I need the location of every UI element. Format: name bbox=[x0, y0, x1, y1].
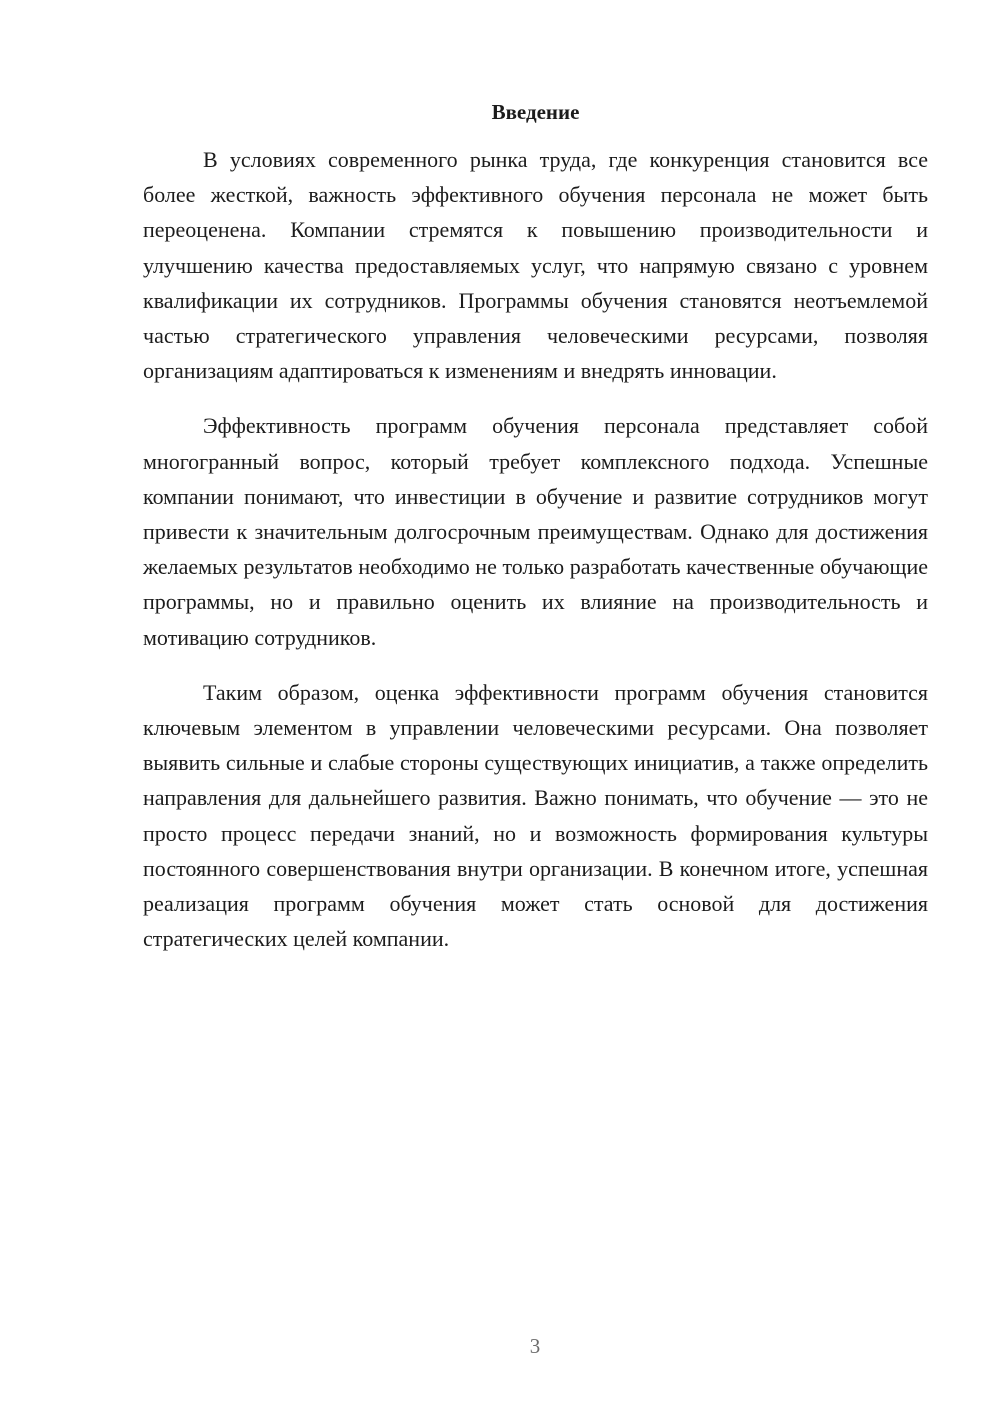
paragraph-1: В условиях современного рынка труда, где конкуренция становится все более жесткой, важность эффективного обучения персонала не может быть переоценена. Компании стремятся к повышению производительности и улучшению качества предоставляемых услуг, что напрямую связано с уровнем квалификации их сотрудников. Программы обучения становятся неотъемлемой частью стратегического управления человеческими ресурсами, позволяя организациям адаптироваться к изменениям и внедрять инновации. bbox=[143, 147, 928, 384]
paragraph-2: Эффективность программ обучения персонала представляет собой многогранный вопрос, который требует комплексного подхода. Успешные компании понимают, что инвестиции в обучение и развитие сотрудников могут привести к значительным долгосрочным преимуществам. Однако для достижения желаемых результатов необходимо не только разработать качественные обучающие программы, но и правильно оценить их влияние на производительность и мотивацию сотрудников. bbox=[143, 413, 928, 650]
paragraph-3: Таким образом, оценка эффективности программ обучения становится ключевым элементом в управлении человеческими ресурсами. Она позволяет выявить сильные и слабые стороны существующих инициатив, а также определить направления для дальнейшего развития. Важно понимать, что обучение — это не просто процесс передачи знаний, но и возможность формирования культуры постоянного совершенствования внутри организации. В конечном итоге, успешная реализация программ обучения может стать основой для достижения стратегических целей компании. bbox=[143, 679, 928, 952]
body-text bbox=[143, 142, 928, 976]
page-title: Введение bbox=[491, 100, 580, 124]
page-number: 3 bbox=[529, 1334, 541, 1358]
